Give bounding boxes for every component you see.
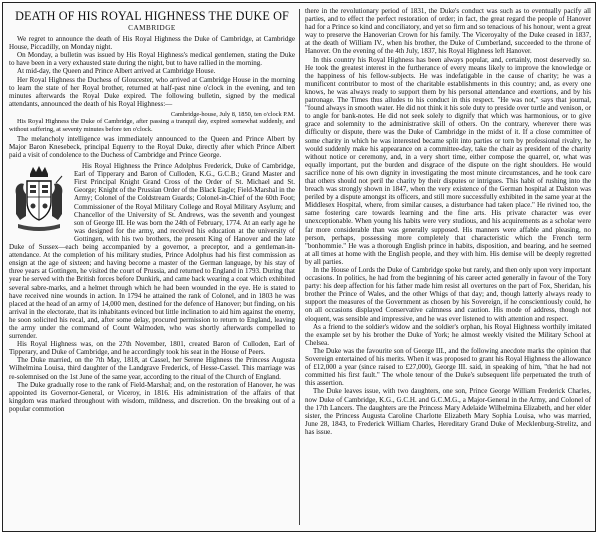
- paragraph-queen-arrival: At mid-day, the Queen and Prince Albert arrived at Cambridge House.: [17, 67, 216, 76]
- paragraph-house-of-lords: In the House of Lords the Duke of Cambridge spoke but rarely, and then only upon very important occasions. In politics, he had from the beginning of his career acted generally in favour of the Tory party: his deep affection for his father made him resist all overtures on the part of Fox, Sheridan, his brother the Prince of Wales, and the other Whigs of that day; and, though latterly always ready to support the measures of the Government as chosen by his Sovereign, if he conscientiously could, he on all occasions displayed Conservative calmness and caution. His mode of address, though not eloquent, was sensible and impressive, and he was ever listened to with attention and respect.: [305, 266, 591, 323]
- paragraph-revolution: there in the revolutionary period of 1831, the Duke's conduct was such as to eventually pacify all parties, and to effect the perfect restoration of order; in fact, the great regard the people of Hanover had for a Prince so kind and conciliatory, and yet so firm and so tenacious of his honour, went a great way to preserve the Hanoverian Crown for his family. The Viceroyalty of the Duke ceased in 1837, at the death of William IV., when his brother, the Duke of Cumberland, succeeded to the throne of Hanover. On the evening of the 4th July, 1837, his Royal Highness left Hanover.: [305, 7, 591, 56]
- medical-bulletin: [9, 111, 295, 133]
- paragraph-marriage: The Duke married, on the 7th May, 1818, at Cassel, her Serene Highness the Princess Augusta Wilhelmina Louisa, third daughter of the Landgrave Frederick, of Hesse-Cassel. This marriage was re-solemnised on the 1st June of the same year, according to the ritual of the Church of England.: [9, 356, 295, 381]
- article-subtitle: CAMBRIDGE: [128, 24, 176, 32]
- paragraph-hanover: The Duke gradually rose to the rank of Field-Marshal; and, on the restoration of Hanover, he was appointed its Governor-General, or Viceroy, in 1816. His administration of the affairs of that kingdom was marked throughout with wisdom, mildness, and discretion. On the breaking out of a popular commotion: [9, 380, 295, 413]
- article-title: DEATH OF HIS ROYAL HIGHNESS THE DUKE OF: [15, 9, 289, 23]
- paragraph-anecdote: The Duke was the favourite son of George III., and the following anecdote marks the opinion that Sovereign entertained of his merits. When it was proposed to grant his Royal Highness the allowance of £12,000 a year (since raised to £27,000), George III. said, in speaking of him, "that he had not committed his first fault." The whole tenour of the Duke's subsequent life perpetuated the truth of this assertion.: [305, 346, 591, 388]
- left-column: [9, 7, 295, 527]
- paragraph-biography: His Royal Highness the Prince Adolphus Frederick, Duke of Cambridge, Earl of Tipperary and Baron of Culloden, K.G., G.C.B.; Grand Master and First Principal Knight Grand Cross of the Order of St. Michael and St. George; Knight of the Prussian Order of the Black Eagle; Field-Marshal in the Army; Colonel of the Coldstream Guards; Colonel-in-Chief of the 60th Foot; Commissioner of the Royal Military College and Royal Military Asylum; and Chancellor of the University of St. Andrews, was the seventh and youngest son of George III. He was born the 24th of February, 1774. At an early age he was designed for the army, and received his education at the university of Gottingen, with his two brothers, the present King of Hanover and the late Duke of Sussex—each being accompanied by a governor, a preceptor, and a gentleman-in-attendance. At the completion of his military studies, Prince Adolphus had his first commission as ensign at the age of sixteen; and having become a master of the German language, by his stay of three years at Gottingen, he visited the court of Prussia, and returned to England in 1793. During that year he served with the British forces before Dunkirk, and came back wearing a coat which exhibited several sabre-marks, and a helmet through which he had been wounded in the eye. He is stated to have received nine wounds in action. In 1794 he attained the rank of Colonel, and in 1803 he was placed at the head of an army of 14,000 men, destined for the defence of Hanover; but finding, on his arrival in the electorate, that its inhabitants evinced but little inclination to aid him against the enemy, he soon solicited his recal, and, after some delay, procured permission to return to England, leaving the army under the command of Count Walmoden, who was shortly afterwards compelled to surrender.: [9, 162, 295, 341]
- column-divider: [299, 9, 300, 525]
- paragraph-intelligence: The melancholy intelligence was immediately announced to the Queen and Prince Albert by Major Baron Knesebeck, principal Equerry to the Royal Duke, directly after which Prince Albert paid a visit of condolence to the Duchess of Cambridge and Prince George.: [9, 134, 295, 160]
- bulletin-heading: Cambridge-house, July 8, 1850, ten o'clock P.M.: [170, 110, 295, 118]
- paragraph-soldiers: As a friend to the soldier's widow and the soldier's orphan, his Royal Highness worthily imitated the example set by his brother the Duke of York; he almost weekly visited the Military School at Chelsea.: [305, 322, 591, 347]
- paragraph-issue: The Duke leaves issue, with two daughters, one son, Prince George William Frederick Charles, now Duke of Cambridge, K.G., G.C.H. and G.C.M.G., a Major-General in the Army, and Colonel of the 17th Lancers. The daughters are the Princess Mary Adelaide Wilhelmina Elizabeth, and her elder sister, the Princess Augusta Caroline Charlotte Elizabeth Mary Sophia Louisa, who was married, June 28, 1843, to Frederick William Charles, Hereditary Grand Duke of Mecklenburg-Strelitz, and has issue.: [305, 387, 591, 436]
- paragraph-bulletin-intro: On Monday, a bulletin was issued by His Royal Highness's medical gentlemen, stating the Duke to have been in a very exhausted state during the night, but to have rallied in the morning.: [9, 51, 295, 68]
- newspaper-page: [2, 2, 596, 532]
- royal-coat-of-arms-icon: [9, 163, 69, 235]
- paragraph-peerage: His Royal Highness was, on the 27th November, 1801, created Baron of Culloden, Earl of Tipperary, and Duke of Cambridge, and he accordingly took his seat in the House of Peers.: [9, 340, 295, 357]
- paragraph-duchess-gloucester: Her Royal Highness the Duchess of Gloucester, who arrived at Cambridge House in the morning to learn the state of her Royal brother, returned at half-past nine o'clock in the evening, and ten minutes afterwards the Royal Duke expired. The following bulletin, signed by the medical attendants, announced the death of his Royal Highness:—: [9, 75, 295, 108]
- right-column: [305, 7, 591, 527]
- paragraph-popularity: In this country his Royal Highness has been always popular, and, certainly, most deservedly so. He took the greatest interest in the furtherance of every means likely to improve the knowledge or the happiness of his fellow-subjects. He was indefatigable in the cause of charity; he was a munificent contributor to most of the charitable establishments in this country; and, as every one knows, he was always ready to support them by his personal attendance and exertions, and by his patronage. The Times thus alludes to his conduct in this respect. "He was not," says that journal, "found always in smooth water. He did not think it his sole duty to preside over turtle and venison, or to angle for bank-notes. He did not seek solely to dignify that which was harmonious, or to give grace and solemnity to the administrative skill of others. On the contrary, wherever there was difficulty or dispute, there was the Duke of Cambridge in the midst of it. If a close committee of some charity in which he was interested became split into parties or torn by professional rivalry, he would suddenly make his appearance on a committee-day, take the chair as president of the charity without notice or ceremony, and, in a very short time, either compose the quarrel, or, what was equally important, put the burden and disgrace of the dispute on the right shoulders. He would sacrifice none of his own dignity in investigating the most minute circumstances, and he took care that others should not peril the charity by their disputes or intrigues. This habit of rushing into the breach was strongly shown in 1847, when the very existence of the German hospital at Dalston was periled by a dispute amongst its officers, and still more successfully exhibited in the same year at the Middlesex Hospital, where, from similar causes, a disturbance had taken place." He rivined too, the same fostering care towards learning and the fine arts. His private character was ever unexceptionable. When young his habits were very studious, and his acquirements as a scholar were far more considerable than was generally supposed. His manners were affable and pleasing, no person, perhaps, possessing more completely that characteristic which the French term "bonhommie." He was a thorough English prince in habits, disposition, and bearing, and he seemed at all times at home with the English people, and they with him. His demise will be deeply regretted by all parties.: [305, 55, 591, 266]
- paragraph-announcement: We regret to announce the death of His Royal Highness the Duke of Cambridge, at Cambridge House, Piccadilly, on Monday night.: [9, 35, 295, 52]
- bulletin-body: His Royal Highness the Duke of Cambridge, after passing a tranquil day, expired somewhat suddenly, and without suffering, at seventy minutes before ten o'clock.: [9, 118, 295, 133]
